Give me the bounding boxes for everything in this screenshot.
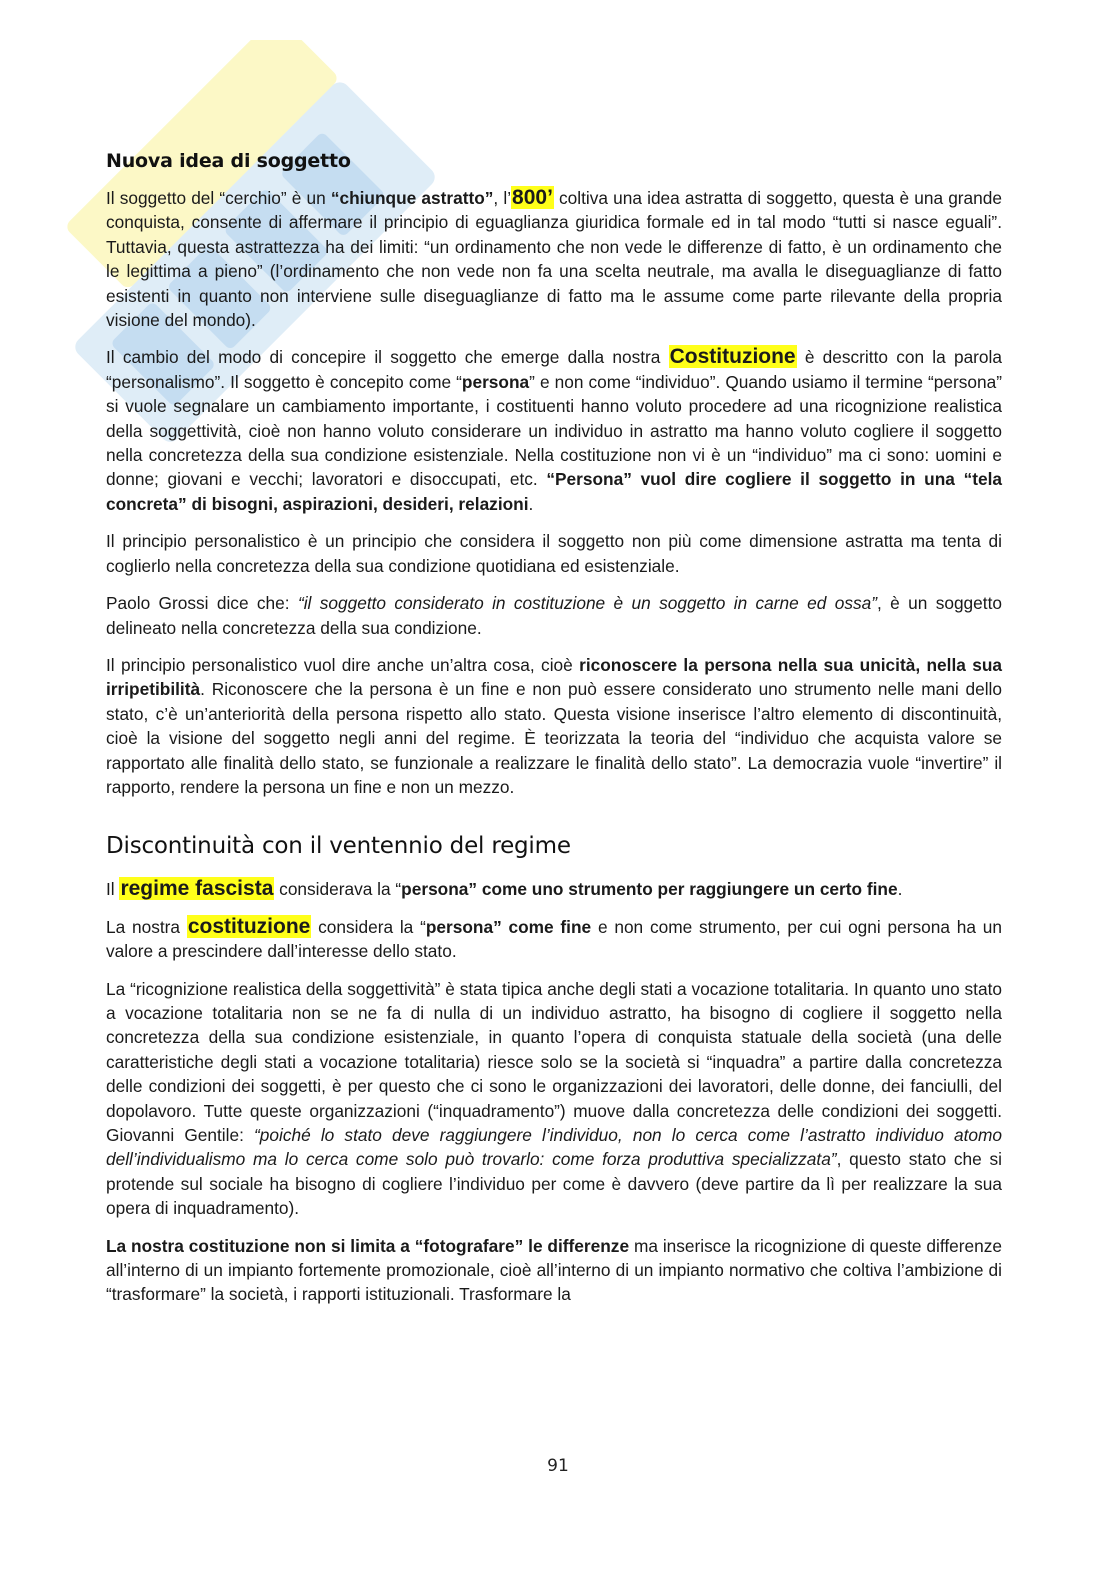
paragraph-1 — [106, 186, 1002, 332]
section-title-nuova-idea: Nuova idea di soggetto — [106, 150, 351, 172]
text: . — [897, 879, 903, 900]
document-page — [106, 150, 1002, 1320]
highlighted-term: costituzione — [187, 914, 311, 938]
text: Paolo Grossi dice che: — [106, 593, 298, 614]
bold-text: persona” come uno strumento per raggiungere un certo fine — [401, 879, 898, 900]
text: e non come strumento, per cui ogni persona ha un valore a prescindere dall’interesse dello stato. — [106, 916, 1002, 962]
quote: “il soggetto considerato in costituzione è un soggetto in carne ed ossa” — [297, 593, 877, 614]
text: coltiva una idea astratta di soggetto, questa è una grande conquista, consente di affermare il principio di eguaglianza giuridica formale ed in tal modo “tutti si nasce eguali”. Tuttavia, questa astrattezza ha dei limiti: “un ordinamento che non vede le differenze di fatto, è un ordinamento che le legittima a pieno” (l’ordinamento che non vede non fa una scelta neutrale, ma avalla le diseguaglianze di fatto esistenti in quanto non interviene sulle diseguaglianze di fatto ma le assume come parte rilevante della propria visione del mondo). — [106, 188, 1003, 331]
paragraph-5 — [106, 653, 1002, 799]
bold-text: “chiunque astratto” — [330, 188, 494, 208]
text: La “ricognizione realistica della soggettività” è stata tipica anche degli stati a vocazione totalitaria. In quanto uno stato a vocazione totalitaria non se ne fa di nulla di un individuo astratto, ha bisogno di cogliere il soggetto nella concretezza della sua condizione esistenziale, in quanto l’opera di conquista statuale della società (una delle caratteristiche degli stati a vocazione totalitaria) riesce solo se la società si “inquadra” a partire dalla concretezza delle condizioni dei soggetti, è per questo che ci sono le organizzazioni dei lavoratori, delle donne, dei fanciulli, del dopolavoro. Tutte queste organizzazioni (“inquadramento”) muove dalla concretezza delle condizioni dei soggetti. Giovanni Gentile: — [106, 978, 1002, 1145]
bold-text: riconoscere la persona nella sua unicità, nella sua irripetibilità — [106, 654, 1002, 700]
paragraph-6 — [106, 877, 1002, 901]
text: Il principio personalistico vuol dire anche un’altra cosa, cioè — [106, 654, 580, 675]
bold-text: “Persona” vuol dire cogliere il soggetto in una “tela concreta” di bisogni, aspirazioni, desideri, relazioni — [106, 469, 1002, 514]
highlighted-term: 800’ — [512, 186, 553, 209]
text: , l’ — [493, 188, 512, 208]
page-number: 91 — [547, 1456, 569, 1476]
text: considerava la “ — [274, 879, 402, 900]
quote: “poiché lo stato deve raggiungere l’individuo, non lo cerca come l’astratto individuo atomo dell’individualismo ma lo cerca come solo può trovarlo: come forza produttiva specializzata” — [106, 1125, 1002, 1170]
highlighted-term: regime fascista — [120, 877, 274, 901]
text: è descritto con la parola “personalismo”. Il soggetto è concepito come “ — [106, 347, 1002, 392]
text: Il soggetto del “cerchio” è un — [106, 188, 331, 208]
paragraph-9 — [106, 1234, 1002, 1307]
paragraph-8 — [106, 977, 1002, 1221]
text: Il cambio del modo di concepire il soggetto che emerge dalla nostra — [106, 347, 669, 368]
paragraph-2 — [106, 345, 1002, 516]
text: considera la “ — [311, 916, 426, 937]
bold-text: persona” come fine — [425, 916, 592, 937]
bold-text: persona — [461, 371, 530, 392]
text: Il — [106, 879, 120, 900]
highlighted-term: Costituzione — [669, 345, 796, 369]
text: . Riconoscere che la persona è un fine e non può essere considerato uno strumento nelle mani dello stato, c’è un’anteriorità della persona rispetto allo stato. Questa visione inserisce l’altro elemento di discontinuità, cioè la visione del soggetto negli anni del regime. È teorizzata la teoria del “individuo che acquista valore se rapportato alle finalità dello stato, se funzionale a realizzare le finalità dello stato”. La democrazia vuole “invertire” il rapporto, rendere la persona un fine e non un mezzo. — [106, 679, 1002, 797]
section-title-discontinuita: Discontinuità con il ventennio del regime — [106, 833, 571, 860]
text: La nostra — [106, 916, 187, 937]
text: . — [528, 493, 534, 514]
paragraph-7 — [106, 915, 1002, 964]
text: ma inserisce la ricognizione di queste differenze all’interno di un impianto fortemente promozionale, cioè all’interno di un impianto normativo che coltiva l’ambizione di “trasformare” la società, i rapporti istituzionali. Trasformare la — [106, 1235, 1002, 1305]
paragraph-3: Il principio personalistico è un principio che considera il soggetto non più come dimensione astratta ma tenta di coglierlo nella concretezza della sua condizione quotidiana ed esistenziale. — [106, 531, 1002, 576]
paragraph-4 — [106, 591, 1002, 640]
bold-text: La nostra costituzione non si limita a “fotografare” le differenze — [106, 1235, 630, 1256]
text: , questo stato che si protende sul sociale ha bisogno di cogliere l’individuo per come è davvero (deve partire da lì per realizzare la sua opera di inquadramento). — [106, 1149, 1002, 1219]
text: ” e non come “individuo”. Quando usiamo il termine “persona” si vuole segnalare un cambiamento importante, i costituenti hanno voluto procedere ad una ricognizione realistica della soggettività, cioè non hanno voluto considerare un individuo in astratto ma hanno voluto cogliere il soggetto nella concretezza della sua condizione esistenziale. Nella costituzione non vi è un “individuo” ma ci sono: uomini e donne; giovani e vecchi; lavoratori e disoccupati, etc. — [106, 371, 1002, 490]
text: , è un soggetto delineato nella concretezza della sua condizione. — [106, 593, 1002, 638]
